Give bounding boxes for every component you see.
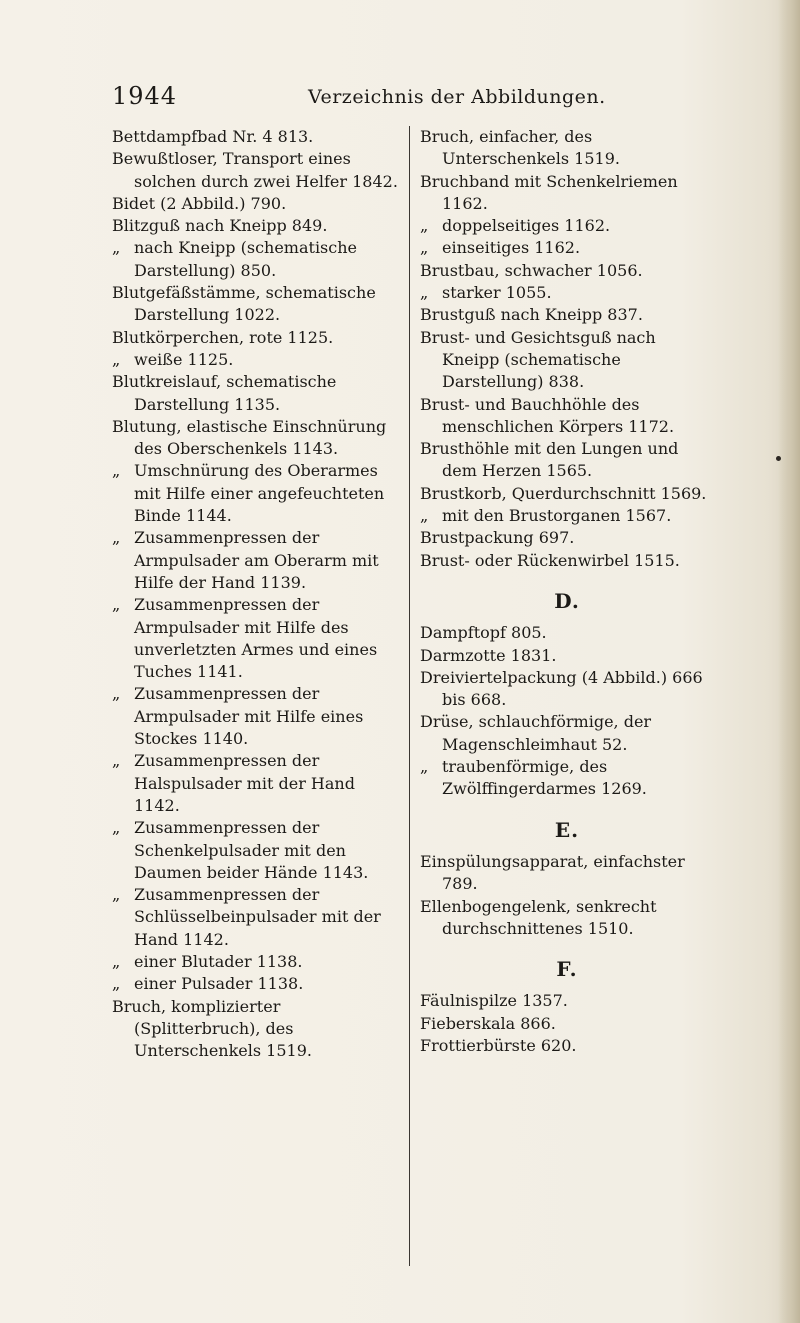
entry-text: Zusammenpressen der Halspulsader mit der Hand 1142.: [134, 751, 355, 815]
entry-text: Brust- und Bauchhöhle des menschlichen Körpers 1172.: [420, 394, 675, 436]
entry-text: Umschnürung des Oberarmes mit Hilfe einer angefeuchteten Binde 1144.: [134, 461, 385, 526]
ditto-mark: „: [112, 461, 121, 481]
index-entry: [420, 756, 714, 801]
entry-text: Blutgefäßstämme, schematische Darstellung 1022.: [112, 283, 376, 325]
index-entry: [112, 683, 402, 750]
index-entry: [420, 711, 714, 756]
ditto-mark: „: [112, 238, 121, 258]
index-entry: [420, 667, 714, 712]
index-entry: [420, 550, 714, 572]
ink-spot: [776, 456, 781, 461]
entry-text: Darmzotte 1831.: [420, 645, 557, 665]
page-header: [112, 82, 702, 122]
index-entry: [112, 996, 402, 1063]
entry-text: starker 1055.: [442, 283, 552, 303]
index-entry: [420, 1035, 714, 1057]
entry-text: Ellenbogengelenk, senkrecht durchschnittenes 1510.: [420, 896, 657, 938]
section-heading-e: E.: [554, 817, 580, 842]
entry-text: Zusammenpressen der Armpulsader mit Hilfe eines Stockes 1140.: [134, 684, 364, 749]
index-entry: [420, 304, 714, 326]
ditto-mark: „: [112, 349, 121, 369]
entry-text: Zusammenpressen der Armpulsader am Oberarm mit Hilfe der Hand 1139.: [134, 528, 379, 592]
ditto-mark: „: [112, 684, 121, 704]
entry-text: Einspülungsapparat, einfachster 789.: [420, 851, 685, 894]
entry-text: nach Kneipp (schematische Darstellung) 850.: [134, 238, 357, 280]
ditto-mark: „: [112, 595, 121, 615]
index-entry: [420, 622, 714, 644]
page-edge-shadow: [778, 0, 800, 1323]
ditto-mark: „: [420, 757, 429, 777]
index-entry: [420, 645, 714, 667]
entry-text: Brust- oder Rückenwirbel 1515.: [420, 550, 680, 570]
entry-text: traubenförmige, des Zwölffingerdarmes 1269.: [442, 757, 647, 799]
entry-text: Bruch, einfacher, des Unterschenkels 1519.: [420, 127, 620, 169]
index-entry: [420, 1013, 714, 1035]
index-entry: [420, 851, 714, 896]
index-entry: [112, 215, 402, 237]
index-entry: [112, 327, 402, 349]
entry-text: einer Pulsader 1138.: [134, 974, 304, 994]
index-entry: [112, 371, 402, 416]
column-divider: [409, 126, 410, 1266]
index-entry: [420, 394, 714, 439]
entry-text: Bidet (2 Abbild.) 790.: [112, 193, 287, 213]
entry-text: weiße 1125.: [134, 349, 234, 369]
entry-text: Bewußtloser, Transport eines solchen durch zwei Helfer 1842.: [112, 149, 398, 191]
index-entry: [112, 817, 402, 884]
entry-text: Drüse, schlauchförmige, der Magenschleimhaut 52.: [420, 712, 652, 754]
index-entry: [112, 126, 402, 148]
entry-text: Brustpackung 697.: [420, 528, 575, 548]
index-entry: [112, 951, 402, 973]
ditto-mark: „: [420, 216, 429, 236]
index-entry: [112, 237, 402, 282]
index-entry: [112, 527, 402, 594]
entry-text: Zusammenpressen der Schlüsselbeinpulsader mit der Hand 1142.: [134, 885, 381, 949]
entry-text: Blutkörperchen, rote 1125.: [112, 327, 334, 347]
entry-text: Brusthöhle mit den Lungen und dem Herzen 1565.: [420, 439, 679, 481]
index-entry: [420, 260, 714, 282]
index-entry: [112, 594, 402, 683]
page-number: 1944: [112, 82, 178, 110]
index-entry: [112, 973, 402, 995]
entry-text: Zusammenpressen der Schenkelpulsader mit den Daumen beider Hände 1143.: [134, 818, 369, 882]
index-entry: [420, 237, 714, 259]
ditto-mark: „: [112, 751, 121, 771]
entry-text: Dreiviertelpackung (4 Abbild.) 666 bis 668.: [420, 667, 703, 710]
index-entry: [420, 126, 714, 171]
entry-text: Blutkreislauf, schematische Darstellung 1135.: [112, 372, 337, 414]
entry-text: Brust- und Gesichtsguß nach Kneipp (schematische Darstellung) 838.: [420, 327, 656, 392]
entry-text: Brustbau, schwacher 1056.: [420, 260, 643, 280]
entry-text: Bruch, komplizierter (Splitterbruch), des Unterschenkels 1519.: [112, 996, 312, 1061]
ditto-mark: „: [112, 818, 121, 838]
index-entry: [420, 171, 714, 216]
index-entry: [420, 990, 714, 1012]
entry-text: Frottierbürste 620.: [420, 1035, 577, 1055]
ditto-mark: „: [112, 974, 121, 994]
index-entry: [112, 282, 402, 327]
index-entry: [420, 215, 714, 237]
index-entry: [420, 527, 714, 549]
entry-text: Zusammenpressen der Armpulsader mit Hilfe des unverletzten Armes und eines Tuches 1141.: [134, 595, 378, 682]
entry-text: Blitzguß nach Kneipp 849.: [112, 216, 328, 236]
index-entry: [112, 750, 402, 817]
ditto-mark: „: [420, 238, 429, 258]
entry-text: Fäulnispilze 1357.: [420, 991, 568, 1011]
index-entry: [112, 460, 402, 527]
entry-text: einer Blutader 1138.: [134, 951, 303, 971]
entry-text: einseitiges 1162.: [442, 238, 581, 258]
entry-text: Blutung, elastische Einschnürung des Oberschenkels 1143.: [112, 416, 387, 459]
index-entry: [420, 282, 714, 304]
section-heading-d: D.: [554, 588, 580, 613]
right-column: [420, 126, 714, 1057]
section-heading-f: F.: [556, 957, 578, 982]
running-title: Verzeichnis der Abbildungen.: [308, 86, 606, 108]
entry-text: doppelseitiges 1162.: [442, 216, 611, 236]
index-entry: [112, 349, 402, 371]
entry-text: mit den Brustorganen 1567.: [442, 506, 672, 526]
ditto-mark: „: [420, 283, 429, 303]
ditto-mark: „: [112, 528, 121, 548]
entry-text: Bettdampfbad Nr. 4 813.: [112, 127, 314, 146]
ditto-mark: „: [112, 885, 121, 905]
index-entry: [112, 416, 402, 461]
index-entry: [112, 148, 402, 193]
index-entry: [420, 896, 714, 941]
left-column: [112, 126, 402, 1062]
ditto-mark: „: [420, 506, 429, 526]
index-entry: [420, 327, 714, 394]
ditto-mark: „: [112, 951, 121, 971]
index-entry: [420, 438, 714, 483]
index-entry: [420, 505, 714, 527]
entry-text: Dampftopf 805.: [420, 623, 547, 643]
entry-text: Bruchband mit Schenkelriemen 1162.: [420, 171, 678, 213]
index-entry: [112, 884, 402, 951]
index-entry: [420, 483, 714, 505]
entry-text: Fieberskala 866.: [420, 1013, 556, 1033]
entry-text: Brustguß nach Kneipp 837.: [420, 305, 643, 325]
entry-text: Brustkorb, Querdurchschnitt 1569.: [420, 483, 707, 503]
index-entry: [112, 193, 402, 215]
